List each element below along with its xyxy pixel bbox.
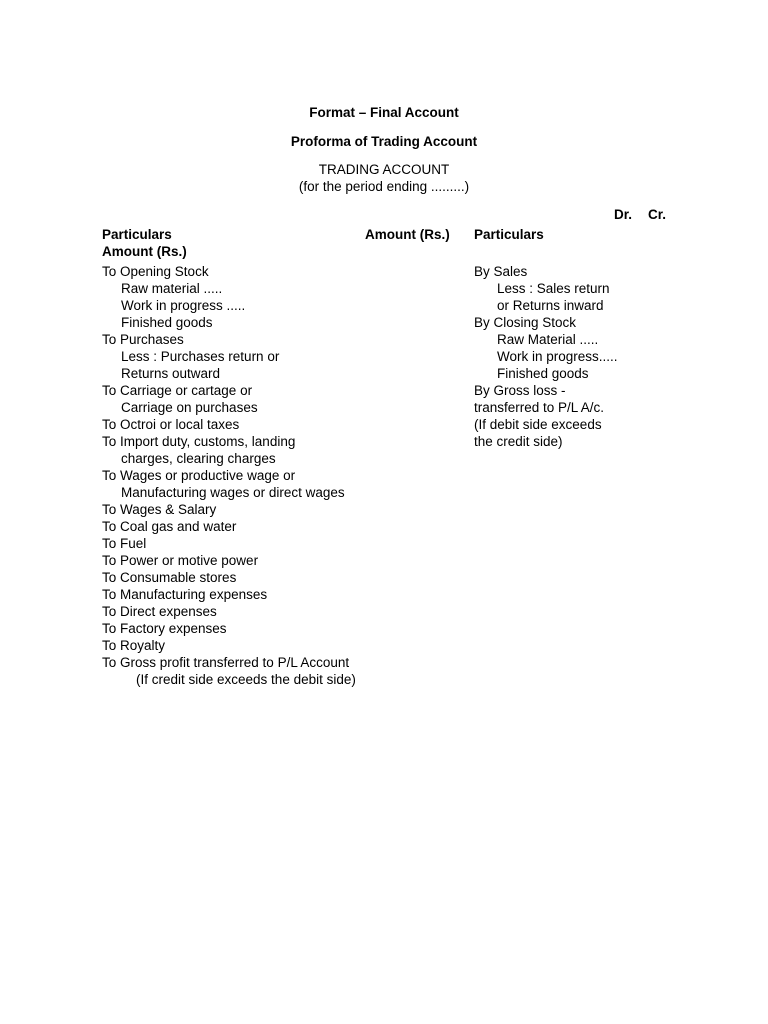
- debit-item: To Power or motive power: [102, 553, 259, 568]
- credit-item: the credit side): [474, 434, 563, 449]
- debit-item: To Factory expenses: [102, 621, 227, 636]
- debit-item: To Octroi or local taxes: [102, 417, 240, 432]
- debit-item: Manufacturing wages or direct wages: [121, 485, 345, 500]
- debit-item: To Wages or productive wage or: [102, 468, 296, 483]
- debit-item: Less : Purchases return or: [121, 349, 280, 364]
- debit-item: charges, clearing charges: [121, 451, 276, 466]
- debit-item: To Coal gas and water: [102, 519, 237, 534]
- account-heading: TRADING ACCOUNT: [318, 162, 450, 177]
- debit-item: (If credit side exceeds the debit side): [136, 672, 356, 687]
- credit-item: Raw Material .....: [497, 332, 599, 347]
- debit-item: Work in progress .....: [121, 298, 246, 313]
- debit-item: Finished goods: [121, 315, 213, 330]
- debit-item: To Wages & Salary: [102, 502, 217, 517]
- document-subtitle: Proforma of Trading Account: [290, 134, 478, 149]
- credit-item: Work in progress.....: [497, 349, 618, 364]
- debit-item: Returns outward: [121, 366, 221, 381]
- credit-item: or Returns inward: [497, 298, 604, 313]
- document-title: Format – Final Account: [309, 105, 459, 120]
- debit-item: Raw material .....: [121, 281, 223, 296]
- credit-item: Finished goods: [497, 366, 589, 381]
- right-particulars-header: Particulars: [474, 227, 544, 242]
- cr-label: Cr.: [648, 207, 667, 222]
- debit-item: Carriage on purchases: [121, 400, 258, 415]
- debit-item: To Royalty: [102, 638, 166, 653]
- debit-item: To Purchases: [102, 332, 184, 347]
- left-amount-header: Amount (Rs.): [102, 244, 187, 259]
- credit-item: Less : Sales return: [497, 281, 610, 296]
- credit-item: By Closing Stock: [474, 315, 577, 330]
- debit-item: To Opening Stock: [102, 264, 209, 279]
- debit-item: To Consumable stores: [102, 570, 237, 585]
- left-particulars-header: Particulars: [102, 227, 172, 242]
- credit-item: By Sales: [474, 264, 528, 279]
- right-amount-header: Amount (Rs.): [365, 227, 450, 242]
- credit-item: By Gross loss -: [474, 383, 566, 398]
- debit-item: To Direct expenses: [102, 604, 217, 619]
- debit-item: To Import duty, customs, landing: [102, 434, 296, 449]
- credit-item: (If debit side exceeds: [474, 417, 602, 432]
- debit-item: To Gross profit transferred to P/L Account: [102, 655, 350, 670]
- debit-item: To Carriage or cartage or: [102, 383, 253, 398]
- period-label: (for the period ending .........): [298, 179, 470, 194]
- dr-label: Dr.: [614, 207, 633, 222]
- debit-item: To Manufacturing expenses: [102, 587, 268, 602]
- debit-item: To Fuel: [102, 536, 147, 551]
- credit-item: transferred to P/L A/c.: [474, 400, 605, 415]
